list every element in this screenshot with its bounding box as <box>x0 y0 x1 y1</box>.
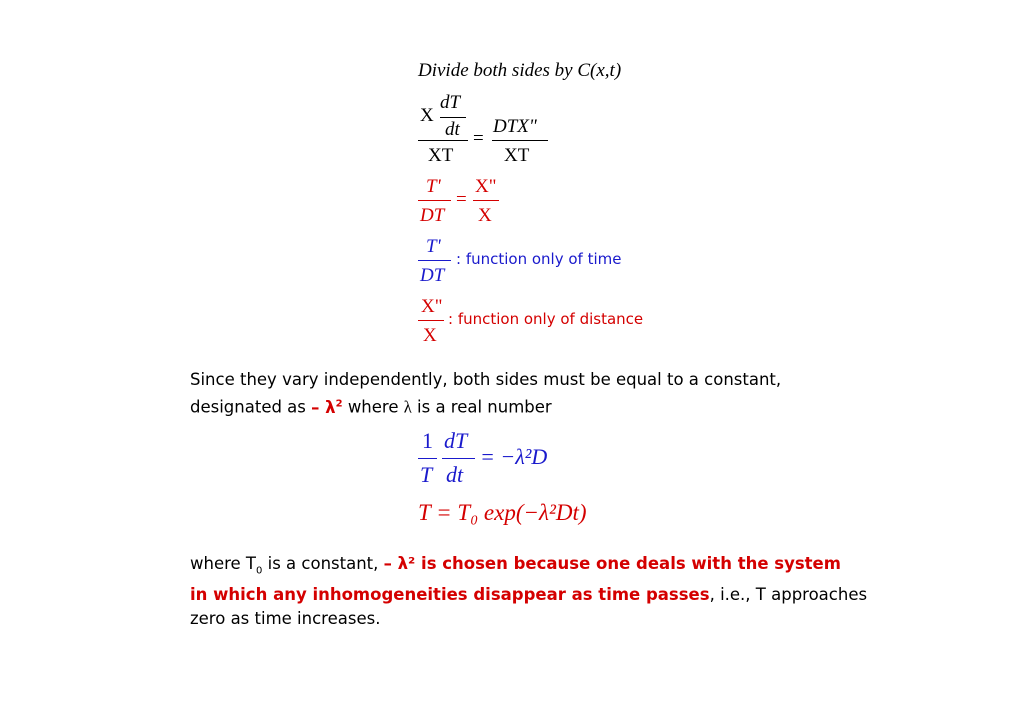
heading-text: Divide both sides by <box>418 60 573 81</box>
eq2-den-right: X <box>478 205 492 226</box>
time-term-line <box>418 260 451 261</box>
para2-red-bold-1: – λ² is chosen because one deals with the system <box>383 554 841 573</box>
para2-line1 <box>190 552 867 583</box>
para2-line3: zero as time increases. <box>190 609 381 629</box>
paragraph-2 <box>190 552 867 631</box>
distance-term-num: X" <box>421 296 443 317</box>
eq3-dT: dT <box>444 428 468 453</box>
heading <box>418 60 621 82</box>
para2-red-bold-2: in which any inhomogeneities disappear as time passes <box>190 585 710 605</box>
eq1-num-right: DTX" <box>493 116 537 137</box>
eq1-equals: = <box>473 128 484 149</box>
eq3-rhs: = −λ²D <box>480 444 548 469</box>
eq3-line-2 <box>442 458 475 459</box>
para1-line2-end: is a real number <box>417 397 552 417</box>
eq1-main-line-right <box>492 140 548 141</box>
time-term-den: DT <box>420 265 445 286</box>
eq2-equals: = <box>456 189 467 210</box>
para2-line2 <box>190 583 867 607</box>
eq3-dt: dt <box>446 462 464 487</box>
para2-sub: 0 <box>256 565 263 577</box>
eq3-one: 1 <box>422 428 433 453</box>
para1-line2-mid: where <box>347 397 399 417</box>
eq2-line-right <box>473 200 499 201</box>
eq3-T: T <box>420 462 433 487</box>
time-term-label: : function only of time <box>456 250 622 268</box>
para1-constant: – $\lambda^2$ <box>311 397 343 417</box>
time-term <box>418 234 658 290</box>
para1-line1: Since they vary independently, both sides must be equal to a constant, <box>190 370 782 389</box>
para2-mid: is a constant, <box>262 554 379 573</box>
eq1-inner-line <box>440 117 466 118</box>
para1-line2 <box>190 392 781 420</box>
paragraph-1 <box>190 368 781 420</box>
para1-line2-start: designated as <box>190 397 306 417</box>
eq2-den-left: DT <box>420 205 445 226</box>
eq1-inner-den: dt <box>445 119 460 140</box>
eq1-num-x: X <box>420 105 434 126</box>
eq2-line-left <box>418 200 451 201</box>
eq1-den-left: XT <box>428 145 454 166</box>
distance-term-label: : function only of distance <box>448 310 644 328</box>
para1-lambda: λ <box>403 397 412 417</box>
eq1-den-right: XT <box>504 145 530 166</box>
time-term-num: T' <box>426 236 441 257</box>
heading-math: C(x,t) <box>577 60 622 81</box>
para2-start: where T <box>190 554 256 573</box>
eq2-num-left: T' <box>426 176 441 197</box>
equation-2 <box>418 174 508 230</box>
eq1-main-line-left <box>418 140 468 141</box>
eq1-inner-num: dT <box>440 92 461 113</box>
equation-3 <box>418 426 598 490</box>
distance-term <box>418 294 678 350</box>
para2-line2-end: , i.e., T approaches <box>709 585 868 605</box>
equation-1 <box>418 92 558 172</box>
distance-term-line <box>418 320 444 321</box>
distance-term-den: X <box>423 325 437 346</box>
equation-4: T = T₀ exp(−λ²Dt) <box>418 500 587 525</box>
eq2-num-right: X" <box>475 176 497 197</box>
eq3-line-1 <box>418 458 437 459</box>
